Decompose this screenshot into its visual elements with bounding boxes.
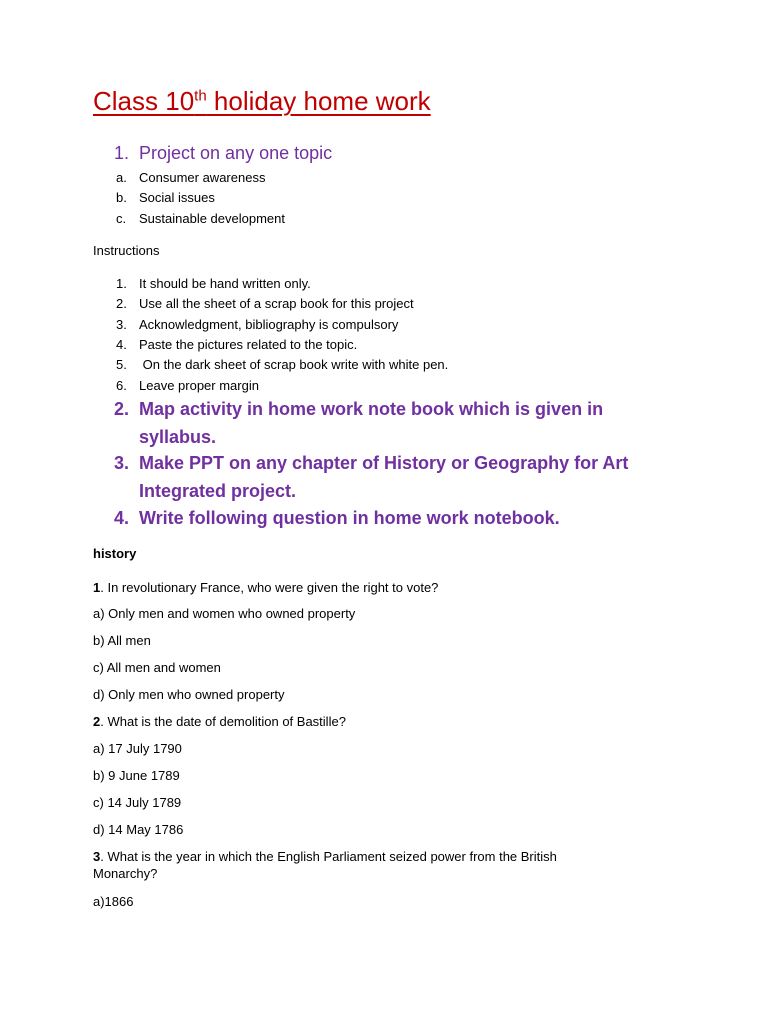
answer-option: d) Only men who owned property <box>93 687 285 702</box>
answer-option: c) All men and women <box>93 660 221 675</box>
answer-option: a) Only men and women who owned property <box>93 606 356 621</box>
page-title <box>93 86 431 117</box>
task-1-number: 1. <box>114 143 130 163</box>
section-label-history: history <box>93 546 137 561</box>
task-4-number: 4. <box>114 508 130 528</box>
question-2 <box>93 714 346 729</box>
topic-item: Social issues <box>139 190 215 205</box>
task-1-heading: Project on any one topic <box>139 143 333 163</box>
instruction-marker: 3. <box>116 317 127 332</box>
instruction-marker: 6. <box>116 378 127 393</box>
question-text: . What is the date of demolition of Bastille? <box>100 714 346 729</box>
task-3-line2: Integrated project. <box>139 481 297 501</box>
instruction-item: Use all the sheet of a scrap book for this project <box>139 296 414 311</box>
title-main: Class 10 <box>93 86 195 116</box>
task-2-line2: syllabus. <box>139 427 217 447</box>
topic-item: Consumer awareness <box>139 170 266 185</box>
instruction-marker: 4. <box>116 337 127 352</box>
title-superscript: th <box>194 87 207 105</box>
topic-marker: c. <box>116 211 127 226</box>
answer-option: a)1866 <box>93 894 134 909</box>
question-3 <box>93 849 557 864</box>
topic-marker: b. <box>116 190 127 205</box>
question-text: . In revolutionary France, who were given the right to vote? <box>100 580 439 595</box>
question-number: 1 <box>93 580 101 595</box>
question-text: . What is the year in which the English Parliament seized power from the British <box>100 849 557 864</box>
answer-option: b) 9 June 1789 <box>93 768 180 783</box>
instruction-item: Paste the pictures related to the topic. <box>139 337 358 352</box>
topic-marker: a. <box>116 170 127 185</box>
task-3-number: 3. <box>114 453 130 473</box>
instruction-marker: 5. <box>116 357 127 372</box>
answer-option: c) 14 July 1789 <box>93 795 182 810</box>
question-number: 2 <box>93 714 101 729</box>
task-4-line1: Write following question in home work notebook. <box>139 508 560 528</box>
task-2-number: 2. <box>114 399 130 419</box>
question-1 <box>93 580 438 595</box>
instructions-label: Instructions <box>93 243 160 258</box>
answer-option: d) 14 May 1786 <box>93 822 184 837</box>
topic-item: Sustainable development <box>139 211 285 226</box>
instruction-item: On the dark sheet of scrap book write with white pen. <box>139 357 449 372</box>
question-3-continued: Monarchy? <box>93 866 158 881</box>
instruction-marker: 2. <box>116 296 127 311</box>
question-number: 3 <box>93 849 101 864</box>
instruction-marker: 1. <box>116 276 127 291</box>
task-3-line1: Make PPT on any chapter of History or Geography for Art <box>139 453 629 473</box>
task-2-line1: Map activity in home work note book which is given in <box>139 399 604 419</box>
answer-option: a) 17 July 1790 <box>93 741 182 756</box>
answer-option: b) All men <box>93 633 151 648</box>
instruction-item: Acknowledgment, bibliography is compulsory <box>139 317 399 332</box>
instruction-item: It should be hand written only. <box>139 276 311 291</box>
instruction-item: Leave proper margin <box>139 378 259 393</box>
title-rest: holiday home work <box>206 86 431 116</box>
